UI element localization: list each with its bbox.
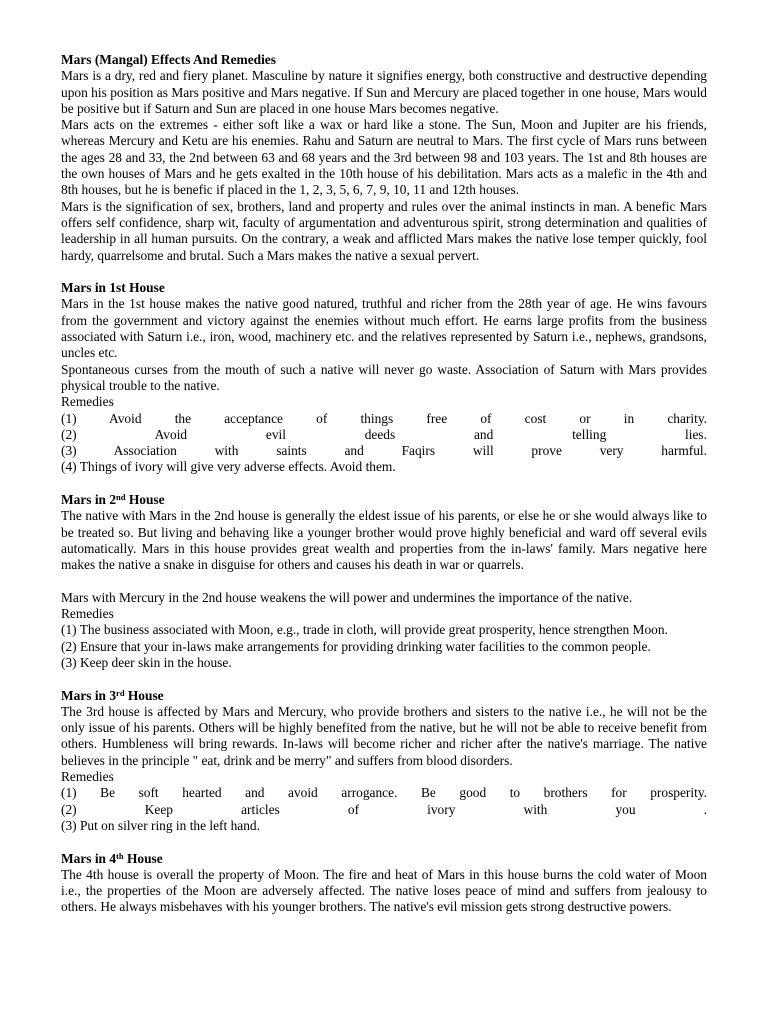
intro-paragraph: Mars is the signification of sex, brothers, land and property and rules over the animal instincts in man. A benefic Mars offers self confidence, sharp wit, faculty of argumentation and adventurous spirit, strong determination and qualities of leadership in all human pursuits. On the contrary, a weak and afflicted Mars makes the native lose temper quickly, fool hardy, quarrelsome and brutal. Such a Mars makes the native a sexual pervert. xyxy=(61,198,707,263)
remedy-item: (2) Ensure that your in-laws make arrangements for providing drinking water facilities to the common people. xyxy=(61,638,651,654)
section-heading-house-2: Mars in 2nd House xyxy=(61,492,165,508)
remedy-item: (3) Keep deer skin in the house. xyxy=(61,654,232,670)
section-heading-house-4: Mars in 4th House xyxy=(61,850,163,866)
remedy-item: (1) Be soft hearted and avoid arrogance. Be good to brothers for prosperity. xyxy=(61,785,707,801)
remedies-label: Remedies xyxy=(61,769,114,785)
document-title: Mars (Mangal) Effects And Remedies xyxy=(61,52,276,67)
house-1-paragraph: Mars in the 1st house makes the native good natured, truthful and richer from the 28th year of age. He wins favours from the government and victory against the enemies without much effort. He earns large profits from the business associated with Saturn i.e., iron, wood, machinery etc. and the relatives represented by Saturn i.e., nephews, grandsons, uncles etc. xyxy=(61,296,707,361)
section-gap xyxy=(61,834,707,850)
section-heading-house-1: Mars in 1st House xyxy=(61,280,165,296)
paragraph-gap xyxy=(61,574,707,590)
intro-paragraph: Mars acts on the extremes - either soft like a wax or hard like a stone. The Sun, Moon and Jupiter are his friends, whereas Mercury and Ketu are his enemies. Rahu and Saturn are neutral to Mars. The first cycle of Mars runs between the ages 28 and 33, the 2nd between 63 and 68 years and the 3rd between 98 and 103 years. The 1st and 8th houses are the own houses of Mars and he gets exalted in the 10th house of his debilitation. Mars acts as a malefic in the 4th and 8th houses, but he is benefic if placed in the 1, 2, 3, 5, 6, 7, 9, 10, 11 and 12th houses. xyxy=(61,117,707,198)
remedy-item: (1) Avoid the acceptance of things free of cost or in charity. xyxy=(61,410,707,426)
house-2-paragraph: The native with Mars in the 2nd house is generally the eldest issue of his parents, or else he or she would always like to be treated so. But living and behaving like a younger brother would prove highly beneficial and ward off several evils automatically. Mars in this house provides great wealth and properties from the in-laws' family. Mars negative here makes the native a snake in disguise for others and causes his death in war or quarrels. xyxy=(61,508,707,573)
house-3-paragraph: The 3rd house is affected by Mars and Mercury, who provide brothers and sisters to the native i.e., he will not be the only issue of his parents. Others will be highly benefited from the native, but he will not be able to receive benefit from others. Humbleness will bring rewards. In-laws will become richer and richer after the native's marriage. The native believes in the principle " eat, drink and be merry" and suffers from blood disorders. xyxy=(61,703,707,768)
intro-paragraph: Mars is a dry, red and fiery planet. Masculine by nature it signifies energy, both constructive and destructive depending upon his position as Mars positive and Mars negative. If Sun and Mercury are placed together in one house, Mars would be positive but if Saturn and Sun are placed in one house Mars becomes negative. xyxy=(61,68,707,116)
section-gap xyxy=(61,264,707,280)
section-gap xyxy=(61,671,707,687)
remedies-label: Remedies xyxy=(61,394,114,410)
section-gap xyxy=(61,476,707,492)
section-heading-house-3: Mars in 3rd House xyxy=(61,687,164,703)
remedy-item: (3) Association with saints and Faqirs will prove very harmful. xyxy=(61,443,707,459)
remedies-label: Remedies xyxy=(61,606,114,622)
remedy-item: (3) Put on silver ring in the left hand. xyxy=(61,817,260,833)
house-4-paragraph: The 4th house is overall the property of Moon. The fire and heat of Mars in this house burns the cold water of Moon i.e., the properties of the Moon are adversely affected. The native loses peace of mind and suffers from jealousy to others. He always misbehaves with his younger brothers. The native's evil mission gets strong destructive powers. xyxy=(61,866,707,915)
remedy-item: (1) The business associated with Moon, e.g., trade in cloth, will provide great prosperity, hence strengthen Moon. xyxy=(61,622,668,638)
remedy-item: (4) Things of ivory will give very adverse effects. Avoid them. xyxy=(61,459,396,475)
remedy-item: (2) Keep articles of ivory with you . xyxy=(61,801,707,817)
house-1-paragraph: Spontaneous curses from the mouth of such a native will never go waste. Association of Saturn with Mars provides physical trouble to the native. xyxy=(61,361,707,393)
remedy-item: (2) Avoid evil deeds and telling lies. xyxy=(61,426,707,442)
house-2-paragraph: Mars with Mercury in the 2nd house weakens the will power and undermines the importance of the native. xyxy=(61,589,633,605)
